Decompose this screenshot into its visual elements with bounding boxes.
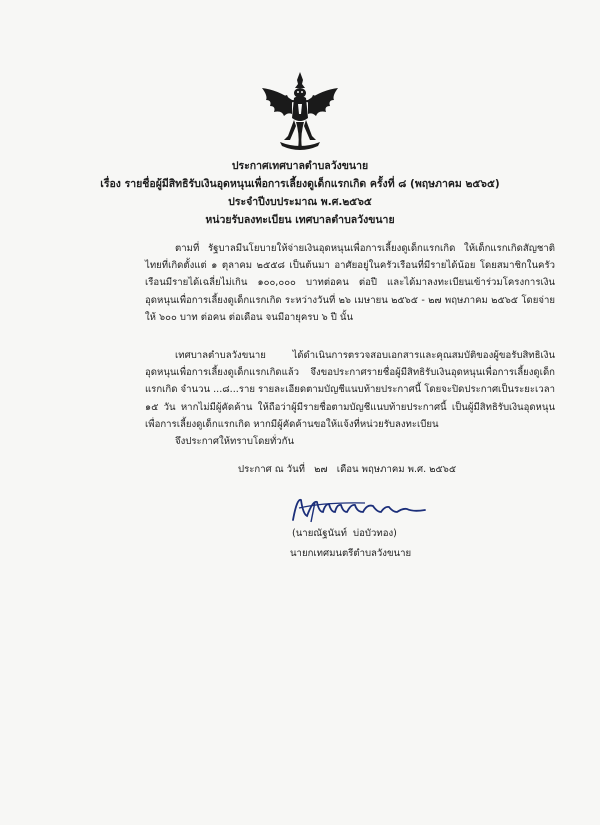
body-paragraph-2: [145, 347, 555, 433]
registration-unit-line: หน่วยรับลงทะเบียน เทศบาลตำบลวังขนาย: [205, 214, 395, 226]
paragraph-2-text: เทศบาลตำบลวังขนาย ได้ดำเนินการตรวจสอบเอกสารและคุณสมบัติของผู้ขอรับสิทธิเงินอุดหนุนเพื่อการเลี้ยงดูเด็กแรกเกิดแล้ว จึงขอประกาศรายชื่อผู้มีสิทธิรับเงินอุดหนุนเพื่อการเลี้ยงดูเด็กแรกเกิด จำนวน ...๘...ราย รายละเอียดตามบัญชีแนบท้ายประกาศนี้ โดยจะปิดประกาศเป็นระยะเวลา ๑๕ วัน หากไม่มีผู้คัดค้าน ให้ถือว่าผู้มีรายชื่อตามบัญชีแนบท้ายประกาศนี้ เป็นผู้มีสิทธิรับเงินอุดหนุนเพื่อการเลี้ยงดูเด็กแรกเกิด หากมีผู้คัดค้านขอให้แจ้งที่หน่วยรับลงทะเบียน: [145, 350, 555, 430]
signatory-name: (นายณัฐนันท์ บ่อบัวทอง): [292, 528, 397, 539]
paragraph-1-text: ตามที่ รัฐบาลมีนโยบายให้จ่ายเงินอุดหนุนเพื่อการเลี้ยงดูเด็กแรกเกิด ให้เด็กแรกเกิดสัญชาติไทยที่เกิดตั้งแต่ ๑ ตุลาคม ๒๕๕๘ เป็นต้นมา อาศัยอยู่ในครัวเรือนที่มีรายได้น้อย โดยสมาชิกในครัวเรือนมีรายได้เฉลี่ยไม่เกิน ๑๐๐,๐๐๐ บาทต่อคน ต่อปี และได้มาลงทะเบียนเข้าร่วมโครงการเงินอุดหนุนเพื่อการเลี้ยงดูเด็กแรกเกิด ระหว่างวันที่ ๒๖ เมษายน ๒๕๖๕ - ๒๗ พฤษภาคม ๒๕๖๕ โดยจ่ายให้ ๖๐๐ บาท ต่อคน ต่อเดือน จนมีอายุครบ ๖ ปี นั้น: [145, 243, 555, 323]
signatory-position: นายกเทศมนตรีตำบลวังขนาย: [290, 548, 412, 559]
fiscal-year-line: ประจำปีงบประมาณ พ.ศ.๒๕๖๕: [228, 196, 372, 208]
garuda-emblem-icon: [258, 70, 342, 154]
announcement-subject: เรื่อง รายชื่อผู้มีสิทธิรับเงินอุดหนุนเพื่อการเลี้ยงดูเด็กแรกเกิด ครั้งที่ ๘ (พฤษภาคม ๒๕๖๕): [100, 178, 500, 190]
handwritten-signature: [285, 490, 435, 530]
date-line: ประกาศ ณ วันที่ ๒๗ เดือน พฤษภาคม พ.ศ. ๒๕๖๕: [238, 464, 457, 475]
announcement-title: ประกาศเทศบาลตำบลวังขนาย: [231, 160, 369, 172]
closing-line: จึงประกาศให้ทราบโดยทั่วกัน: [175, 436, 295, 447]
body-paragraph-1: [145, 240, 555, 326]
